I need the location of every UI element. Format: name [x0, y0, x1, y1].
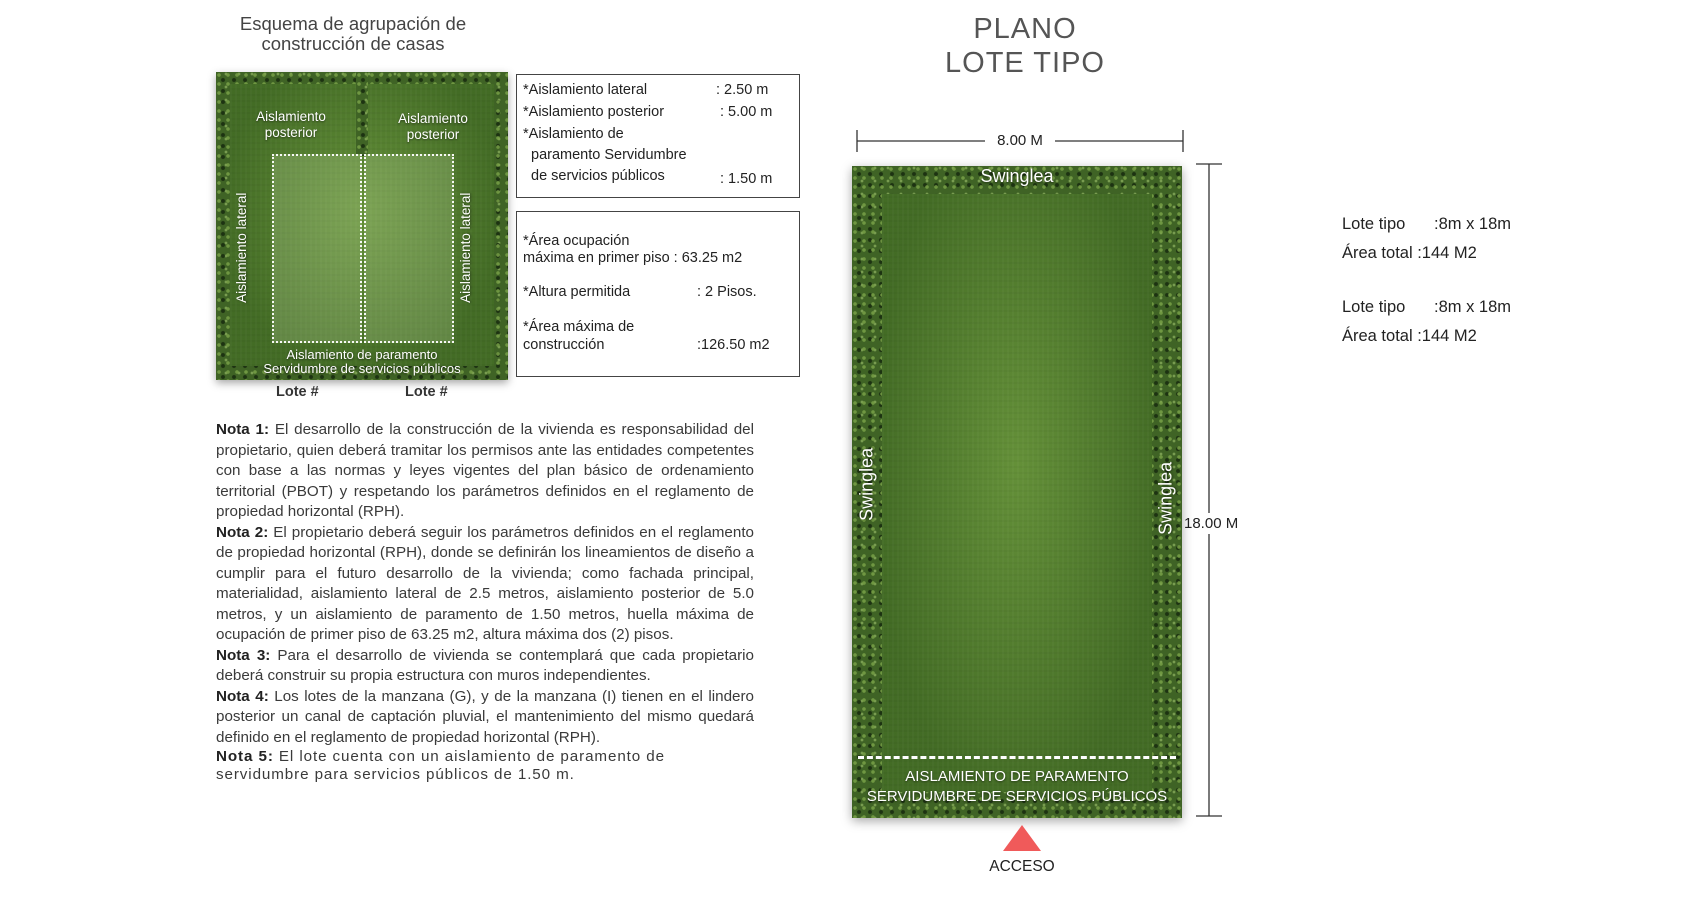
lote-label-left: Lote #: [276, 384, 319, 400]
posterior-label-right: Aislamiento posterior: [398, 111, 468, 142]
lateral-label-right: Aislamiento lateral: [458, 192, 474, 303]
height-dimension-line: [1194, 162, 1224, 818]
summary-lote-2: Lote tipo :8m x 18m: [1342, 298, 1512, 316]
summary-lote-1: Lote tipo :8m x 18m: [1342, 215, 1512, 233]
scheme-diagram: [216, 72, 508, 380]
paramento-label: Aislamiento de paramento Servidumbre de servicios públicos: [263, 347, 461, 376]
width-dimension-label: 8.00 M: [997, 132, 1043, 149]
height-dimension-label: 18.00 M: [1184, 515, 1239, 532]
note-1: Nota 1: El desarrollo de la construcción de la vivienda es responsabilidad del propietario, quien deberá tramitar los permisos ante las entidades competentes con base a las normas y leyes vigentes del plan básico de ordenamiento territorial (PBOT) y respetando los parámetros definidos en el reglamento de propiedad horizontal (RPH).: [216, 421, 754, 520]
summary-area-2: Área total :144 M2: [1342, 327, 1477, 345]
specs-box-construction: *Área ocupación máxima en primer piso : 63.25 m2 *Altura permitida : 2 Pisos. *Área máxima de construcción :126.50 m2: [516, 211, 800, 377]
footprint-right: [364, 154, 454, 343]
summary-block-2: [1342, 293, 1511, 351]
hedge-label-right: Swinglea: [1155, 461, 1176, 535]
lot-lawn: [882, 194, 1152, 792]
note-3: Nota 3: Para el desarrollo de vivienda se contemplará que cada propietario deberá construir su propia estructura con muros independientes.: [216, 646, 754, 684]
notes-block: [216, 420, 754, 784]
note-2: Nota 2: El propietario deberá seguir los parámetros definidos en el reglamento de propiedad horizontal (RPH), donde se definirán los lineamientos de diseño a cumplir para el futuro desarrollo de la vivienda; como fachada principal, materialidad, aislamiento lateral de 2.5 metros, aislamiento posterior de 5.0 metros, y un aislamiento de paramento de 1.50 metros, huella máxima de ocupación de primer piso de 63.25 m2, altura máxima dos (2) pisos.: [216, 523, 754, 643]
plan-title: PLANO LOTE TIPO: [945, 13, 1105, 79]
hedge-label-top: Swinglea: [980, 166, 1054, 186]
specs-box-isolation: *Aislamiento lateral : 2.50 m *Aislamiento posterior : 5.00 m *Aislamiento de paramento Servidumbre de servicios públicos : 1.50 m: [516, 74, 800, 198]
scheme-title: Esquema de agrupación de construcción de casas: [239, 13, 467, 54]
note-4: Nota 4: Los lotes de la manzana (G), y de la manzana (I) tienen en el lindero posterior un canal de captación pluvial, el mantenimiento del mismo quedará definido en el reglamento de propiedad horizontal (RPH).: [216, 687, 754, 746]
hedge-label-left: Swinglea: [856, 447, 877, 521]
lote-label-right: Lote #: [405, 384, 448, 400]
footprint-left: [272, 154, 362, 343]
access-label: ACCESO: [989, 858, 1055, 875]
lot-plan: [852, 166, 1182, 818]
access-arrow-icon: [1002, 824, 1042, 852]
summary-area-1: Área total :144 M2: [1342, 244, 1477, 262]
note-5: Nota 5: El lote cuenta con un aislamiento de paramento de servidumbre para servicios públicos de 1.50 m.: [216, 748, 665, 783]
summary-block-1: [1342, 210, 1511, 268]
plan-paramento-label: AISLAMIENTO DE PARAMENTO SERVIDUMBRE DE SERVICIOS PÚBLICOS: [866, 768, 1168, 805]
lateral-label-left: Aislamiento lateral: [234, 192, 250, 303]
paramento-dashed-line: [858, 756, 1176, 759]
posterior-label-left: Aislamiento posterior: [256, 109, 326, 140]
scheme-divider-hedge: [356, 72, 368, 156]
